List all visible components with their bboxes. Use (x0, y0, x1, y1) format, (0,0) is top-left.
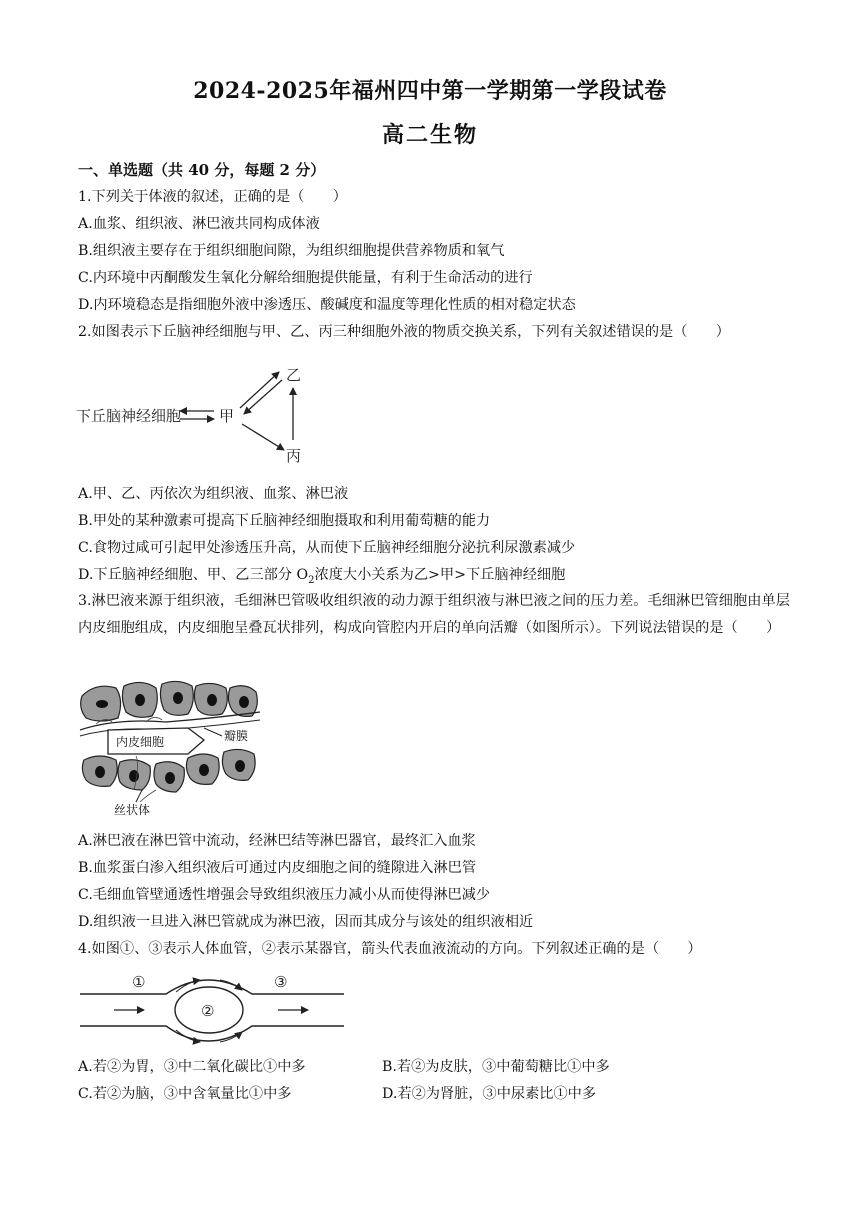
q3-fig-filament-label: 丝状体 (114, 803, 151, 817)
q3-fig-endothelial-label: 内皮细胞 (116, 735, 165, 749)
q4-blood-vessel-diagram (80, 964, 348, 1046)
q2-option-b: B.甲处的某种激素可提高下丘脑神经细胞摄取和利用葡萄糖的能力 (78, 513, 491, 529)
q4-option-a: A.若②为胃，③中二氧化碳比①中多 (78, 1059, 306, 1075)
q2-fig-cell-label: 下丘脑神经细胞 (76, 407, 182, 425)
q4-stem: 4.如图①、③表示人体血管，②表示某器官，箭头代表血液流动的方向。下列叙述正确的是（ ） (78, 941, 702, 957)
q1-stem: 1.下列关于体液的叙述，正确的是（ ） (78, 189, 347, 205)
q2-option-d-text: D.下丘脑神经细胞、甲、乙三部分 O (78, 567, 309, 583)
q2-fig-bing-label: 丙 (286, 447, 302, 465)
q2-fig-yi-label: 乙 (286, 366, 302, 384)
q4-fig-vessel-3-label: ③ (274, 973, 288, 991)
q2-option-d-text-rest: 浓度大小关系为乙>甲>下丘脑神经细胞 (314, 567, 566, 583)
q4-fig-organ-label: ② (201, 1002, 215, 1020)
q1-option-b: B.组织液主要存在于组织细胞间隙，为组织细胞提供营养物质和氧气 (78, 243, 505, 259)
q2-option-c: C.食物过咸可引起甲处渗透压升高，从而使下丘脑神经细胞分泌抗利尿激素减少 (78, 540, 576, 556)
q4-option-d: D.若②为肾脏，③中尿素比①中多 (382, 1086, 597, 1102)
q2-option-d-subscript: 2 (308, 574, 315, 586)
q3-stem: 3.淋巴液来源于组织液，毛细淋巴管吸收组织液的动力源于组织液与淋巴液之间的压力差。毛细淋巴管细胞由单层内皮细胞组成，内皮细胞呈叠瓦状排列，构成向管腔内开启的单向活瓣（如图所示）。下列说法错误的是（ ） (78, 593, 790, 636)
q2-option-a: A.甲、乙、丙依次为组织液、血浆、淋巴液 (78, 486, 349, 502)
q1-option-a: A.血浆、组织液、淋巴液共同构成体液 (78, 216, 320, 232)
q2-exchange-diagram (74, 358, 334, 470)
q2-stem: 2.如图表示下丘脑神经细胞与甲、乙、丙三种细胞外液的物质交换关系，下列有关叙述错误的是（ ） (78, 324, 730, 340)
q3-option-a: A.淋巴液在淋巴管中流动，经淋巴结等淋巴器官，最终汇入血浆 (78, 833, 476, 849)
q3-lymph-capillary-diagram (76, 678, 262, 820)
q2-fig-jia-label: 甲 (219, 407, 235, 425)
exam-subject: 高二生物 (381, 122, 478, 148)
section-heading: 一、单选题（共 40 分，每题 2 分） (78, 161, 326, 179)
q1-option-d: D.内环境稳态是指细胞外液中渗透压、酸碱度和温度等理化性质的相对稳定状态 (78, 297, 576, 313)
q4-option-b: B.若②为皮肤，③中葡萄糖比①中多 (382, 1059, 610, 1075)
q1-option-c: C.内环境中丙酮酸发生氧化分解给细胞提供能量，有利于生命活动的进行 (78, 270, 533, 286)
q4-fig-vessel-1-label: ① (132, 973, 146, 991)
q3-option-c: C.毛细血管壁通透性增强会导致组织液压力减小从而使得淋巴减少 (78, 887, 491, 903)
exam-title: 2024-2025年福州四中第一学期第一学段试卷 (193, 78, 667, 104)
q3-option-b: B.血浆蛋白渗入组织液后可通过内皮细胞之间的缝隙进入淋巴管 (78, 860, 477, 876)
q4-option-c: C.若②为脑，③中含氧量比①中多 (78, 1086, 292, 1102)
q3-fig-valve-label: 瓣膜 (224, 729, 249, 743)
q2-option-d (78, 565, 565, 591)
q3-option-d: D.组织液一旦进入淋巴管就成为淋巴液，因而其成分与该处的组织液相近 (78, 914, 534, 930)
